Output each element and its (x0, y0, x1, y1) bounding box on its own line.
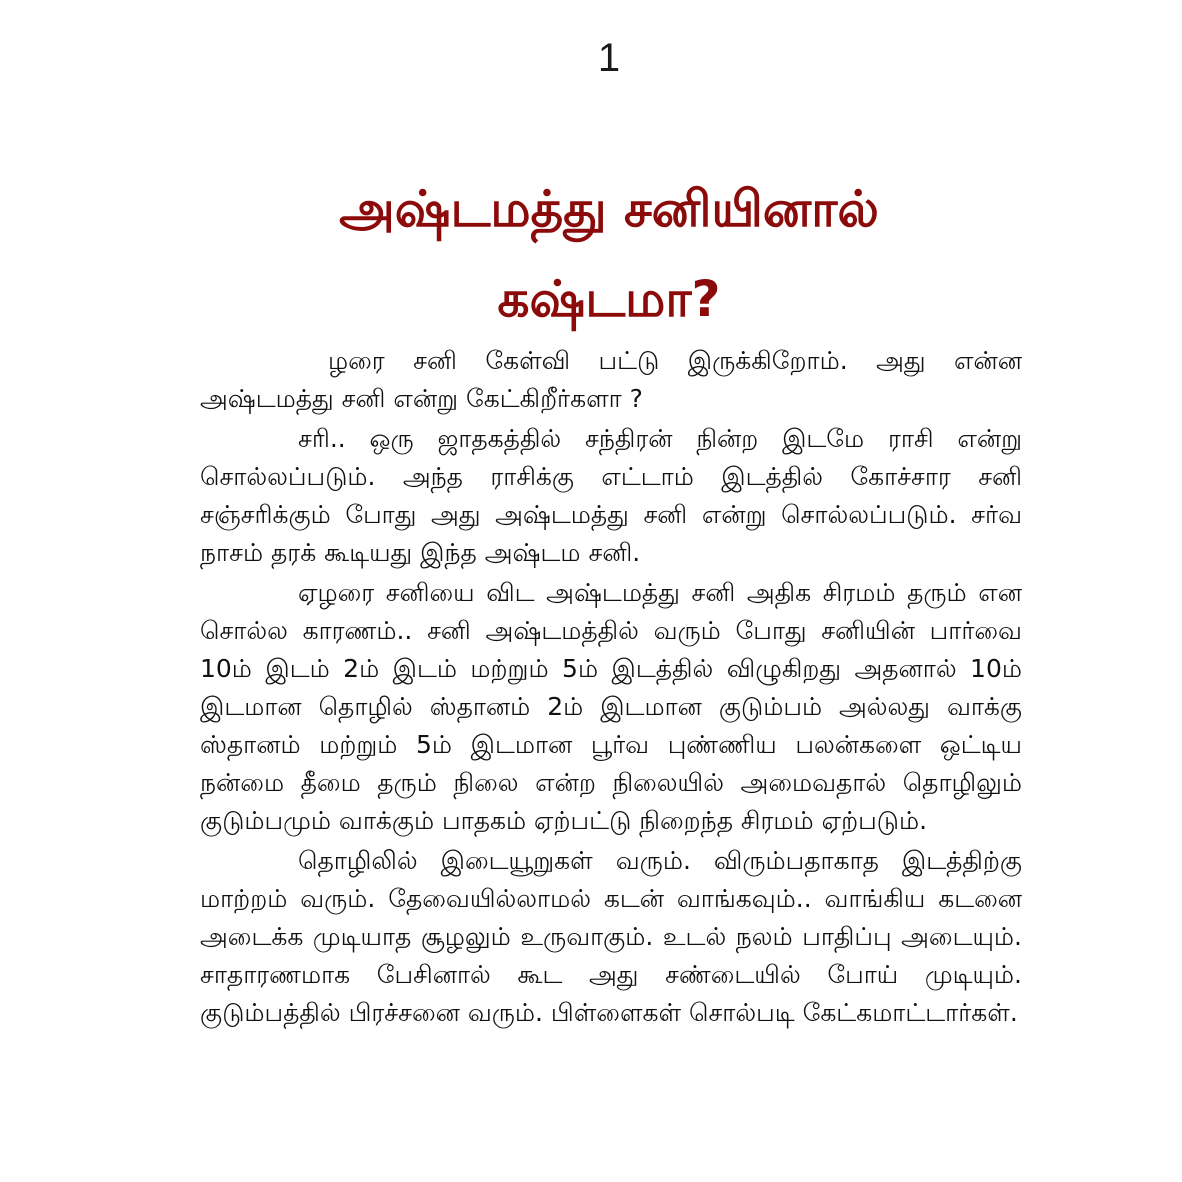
chapter-title (0, 164, 1182, 344)
body-text (200, 342, 1022, 1034)
chapter-title-line-2: கஷ்டமா? (497, 269, 721, 328)
paragraph-4: தொழிலில் இடையூறுகள் வரும். விரும்பதாகாத இடத்திற்கு மாற்றம் வரும். தேவையில்லாமல் கடன் வாங்கவும்.. வாங்கிய கடனை அடைக்க முடியாத சூழலும் உருவாகும். உடல் நலம் பாதிப்பு அடையும். சாதாரணமாக பேசினால் கூட அது சண்டையில் போய் முடியும். குடும்பத்தில் பிரச்சனை வரும். பிள்ளைகள் சொல்படி கேட்கமாட்டார்கள். (200, 846, 1022, 1027)
paragraph-1: ழரை சனி கேள்வி பட்டு இருக்கிறோம். அது என்ன அஷ்டமத்து சனி என்று கேட்கிறீர்களா ? (200, 346, 1022, 413)
chapter-title-line-1: அஷ்டமத்து சனியினால் (339, 179, 879, 238)
paragraph-2: சரி.. ஒரு ஜாதகத்தில் சந்திரன் நின்ற இடமே ராசி என்று சொல்லப்படும். அந்த ராசிக்கு எட்டாம் இடத்தில் கோச்சார சனி சஞ்சரிக்கும் போது அது அஷ்டமத்து சனி என்று சொல்லப்படும். சர்வ நாசம் தரக் கூடியது இந்த அஷ்டம சனி. (200, 424, 1022, 567)
paragraph-3: ஏழரை சனியை விட அஷ்டமத்து சனி அதிக சிரமம் தரும் என சொல்ல காரணம்.. சனி அஷ்டமத்தில் வரும் போது சனியின் பார்வை 10ம் இடம் 2ம் இடம் மற்றும் 5ம் இடத்தில் விழுகிறது அதனால் 10ம் இடமான தொழில் ஸ்தானம் 2ம் இடமான குடும்பம் அல்லது வாக்கு ஸ்தானம் மற்றும் 5ம் இடமான பூர்வ புண்ணிய பலன்களை ஒட்டிய நன்மை தீமை தரும் நிலை என்ற நிலையில் அமைவதால் தொழிலும் குடும்பமும் வாக்கும் பாதகம் ஏற்பட்டு நிறைந்த சிரமம் ஏற்படும். (200, 578, 1022, 835)
page-number: 1 (597, 36, 621, 80)
